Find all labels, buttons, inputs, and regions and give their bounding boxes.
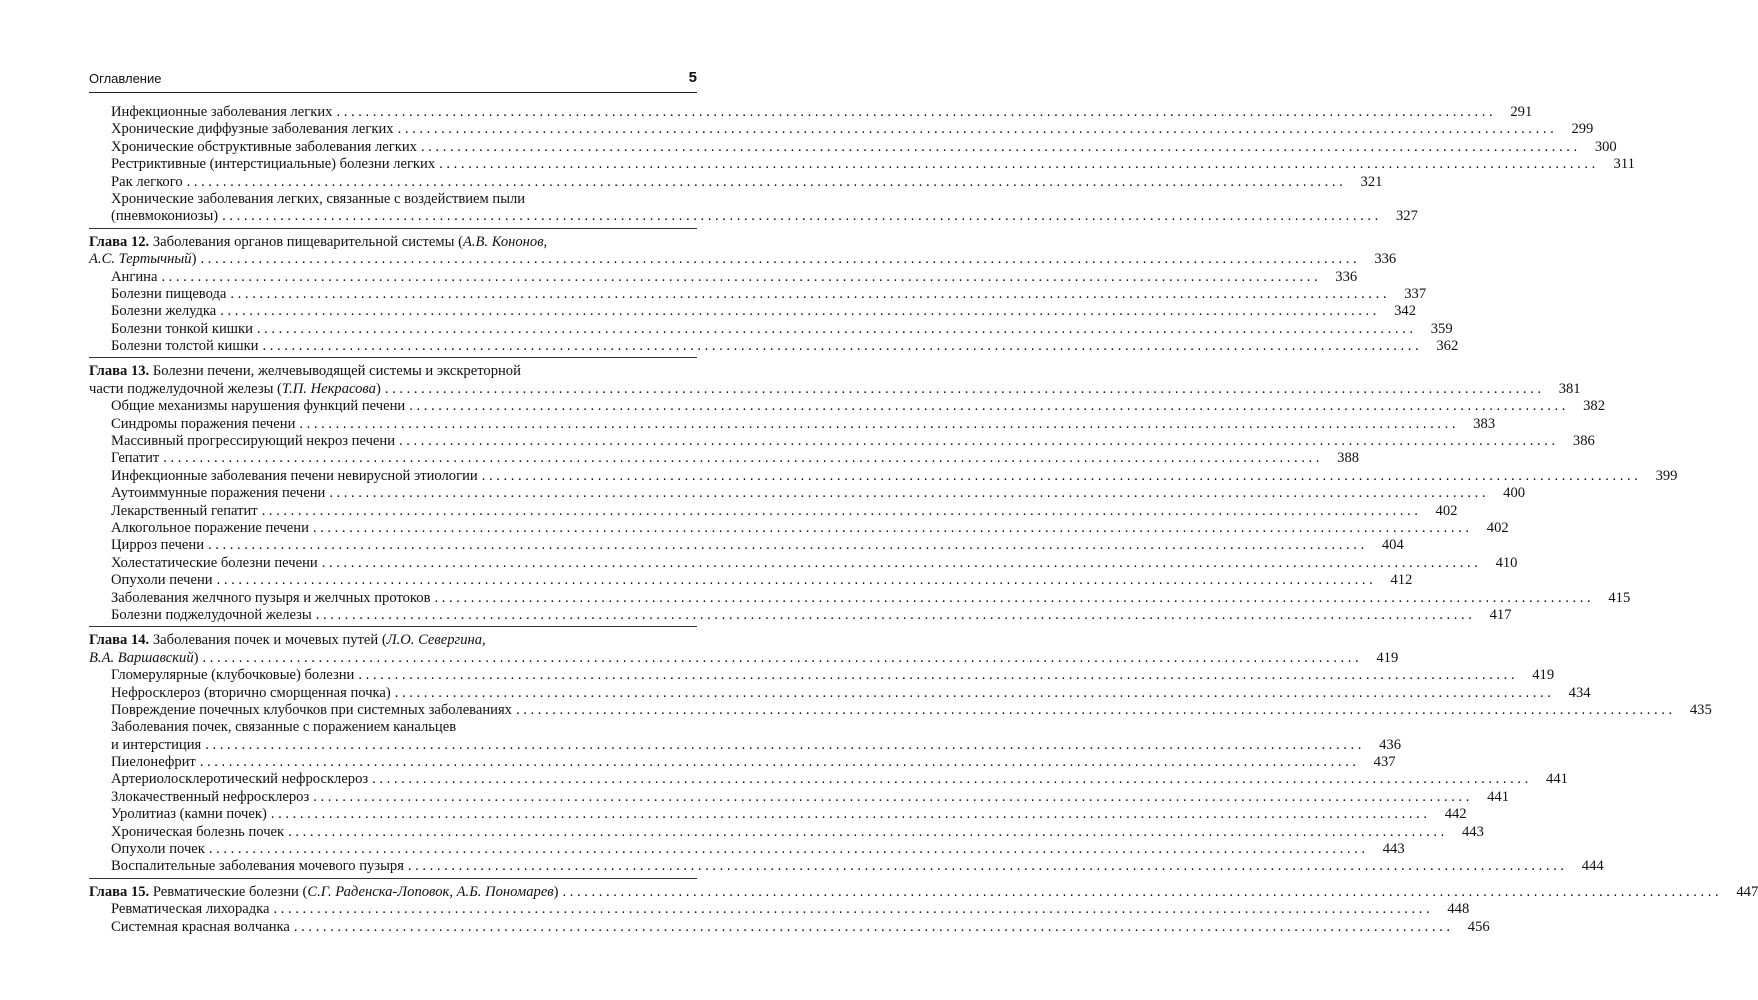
entry-title: Аутоиммунные поражения печени [111, 485, 326, 502]
chapter-authors: А.С. Тертычный [89, 251, 192, 268]
chapter-authors: А.В. Кононов, [462, 233, 548, 250]
toc-entry-text [111, 572, 213, 589]
dot-leader: ................................................................................................................................................................ [434, 589, 1595, 606]
toc-page-number: 437 [1373, 754, 1396, 771]
toc-entry-text [111, 719, 456, 736]
entry-title: Рак легкого [111, 173, 183, 190]
toc-entry-text [111, 191, 525, 208]
entry-title: Инфекционные заболевания легких [111, 104, 333, 120]
toc-entry[interactable] [89, 156, 1635, 173]
toc-page-number: 382 [1583, 398, 1605, 415]
toc-entry-text [111, 174, 183, 191]
toc-entry-text [111, 771, 368, 788]
dot-leader: ................................................................................................................................................................ [199, 754, 1360, 771]
toc-entry[interactable] [89, 806, 1467, 823]
toc-entry-text [111, 607, 312, 624]
toc-entry[interactable] [89, 606, 1512, 624]
page-number: 5 [688, 69, 697, 86]
toc-page-number: 448 [1447, 901, 1470, 918]
entry-title: Гломерулярные (клубочковые) болезни [111, 667, 355, 684]
dot-leader: ................................................................................................................................................................ [293, 918, 1454, 935]
toc-entry-text [89, 884, 559, 901]
toc-page-number: 388 [1337, 450, 1360, 467]
toc-entry-text [89, 632, 486, 649]
dot-leader: ................................................................................................................................................................ [407, 858, 1568, 875]
toc-page-number: 441 [1487, 788, 1509, 805]
toc-entry-text [111, 789, 309, 806]
toc-entry-text [89, 363, 521, 380]
toc-entry[interactable] [89, 138, 1617, 156]
chapter-title: Ревматические болезни ( [149, 883, 308, 900]
toc-page-number: 456 [1467, 918, 1490, 935]
toc-entry-text [111, 919, 290, 936]
entry-title: и интерстиция [111, 736, 202, 753]
toc-entry-text [111, 286, 226, 303]
entry-title: Ревматическая лихорадка [111, 901, 270, 918]
toc-entry-text [111, 537, 204, 554]
toc-entry-text [111, 468, 478, 485]
toc-entry-text [111, 555, 318, 572]
dot-leader: ................................................................................................................................................................ [205, 736, 1365, 753]
toc-entry-text [111, 754, 196, 771]
dot-leader: ................................................................................................................................................................ [562, 883, 1723, 900]
chapter-label: Глава 15. [89, 883, 150, 900]
dot-leader: ................................................................................................................................................................ [358, 667, 1519, 684]
dot-leader: ................................................................................................................................................................ [163, 450, 1324, 467]
toc-entry[interactable] [89, 519, 1509, 537]
toc-entry-text [111, 208, 218, 225]
toc-page-number: 402 [1486, 519, 1509, 536]
toc-entry[interactable] [89, 537, 1404, 554]
toc-entry-text [111, 104, 332, 121]
toc-entry[interactable] [89, 433, 1595, 450]
entry-title: Опухоли печени [111, 572, 213, 589]
toc-page-number: 417 [1489, 606, 1512, 623]
entry-title: Нефросклероз (вторично сморщенная почка) [111, 684, 391, 701]
toc-chapter-heading[interactable] [89, 883, 1758, 901]
entry-title: Заболевания почек, связанные с поражением канальцев [111, 719, 457, 736]
toc-page-number: 412 [1390, 572, 1413, 589]
toc-entry[interactable] [89, 667, 1555, 684]
toc-entry-text [111, 450, 159, 467]
toc-entry-text [111, 398, 405, 415]
toc-chapter-block [89, 233, 1459, 359]
toc-page-number: 404 [1381, 537, 1404, 554]
dot-leader: ................................................................................................................................................................ [220, 303, 1381, 320]
dot-leader: ................................................................................................................................................................ [222, 208, 1382, 225]
entry-title: Болезни желудка [111, 303, 217, 320]
dot-leader: ................................................................................................................................................................ [230, 285, 1391, 302]
chapter-title: Заболевания почек и мочевых путей ( [149, 632, 387, 649]
dot-leader: ................................................................................................................................................................ [312, 519, 1473, 536]
toc-entry[interactable] [89, 450, 1360, 467]
entry-title: Хронические обструктивные заболевания легких [111, 138, 417, 155]
toc-entry-text [111, 702, 512, 719]
toc-chapter-block [89, 632, 1712, 878]
toc-page-number: 299 [1571, 121, 1594, 138]
toc-page-number: 362 [1436, 338, 1459, 355]
entry-title: Хронические заболевания легких, связанные с воздействием пыли [111, 190, 526, 207]
dot-leader: ................................................................................................................................................................ [409, 398, 1569, 415]
toc-page-number: 321 [1360, 173, 1383, 190]
dot-leader: ................................................................................................................................................................ [315, 606, 1476, 623]
toc-page-number: 336 [1335, 268, 1358, 285]
dot-leader: ................................................................................................................................................................ [481, 467, 1642, 484]
entry-title: Алкогольное поражение печени [111, 519, 309, 536]
toc-entry[interactable] [89, 554, 1518, 572]
dot-leader: ................................................................................................................................................................ [200, 251, 1361, 268]
entry-title: Ангина [111, 268, 158, 285]
toc-entry-text [89, 381, 381, 398]
toc-chapter-block [89, 363, 1678, 627]
entry-title: Гепатит [111, 450, 160, 467]
dot-leader: ................................................................................................................................................................ [329, 485, 1490, 502]
running-header [89, 69, 697, 89]
dot-leader: ................................................................................................................................................................ [262, 338, 1423, 355]
toc-entry[interactable] [89, 338, 1459, 355]
toc-entry-text [89, 251, 196, 268]
toc-entry[interactable] [89, 485, 1526, 502]
toc-page-number: 435 [1689, 701, 1712, 718]
toc-entry-text [111, 139, 417, 156]
toc-page-number: 415 [1608, 589, 1631, 606]
entry-title: Лекарственный гепатит [111, 502, 258, 519]
toc-page-number: 311 [1613, 156, 1635, 173]
toc-entry[interactable] [89, 841, 1405, 858]
toc-entry[interactable] [89, 901, 1470, 918]
toc-page-number: 336 [1374, 251, 1397, 268]
toc-entry-text [89, 234, 547, 251]
entry-title: Болезни поджелудочной железы [111, 606, 312, 623]
entry-title: Хронические диффузные заболевания легких [111, 121, 394, 138]
entry-title: Заболевания желчного пузыря и желчных протоков [111, 589, 431, 606]
chapter-label: Глава 14. [89, 632, 150, 649]
toc-entry[interactable] [89, 858, 1604, 875]
toc-page-number: 447 [1736, 883, 1758, 900]
toc-entry[interactable] [89, 918, 1490, 936]
entry-title: Системная красная волчанка [111, 918, 290, 935]
toc-entry-text [111, 901, 270, 918]
chapter-authors: В.А. Варшавский [89, 649, 194, 666]
table-of-contents [89, 104, 1758, 943]
toc-entry-text [111, 416, 295, 433]
toc-chapter-heading[interactable] [89, 632, 697, 649]
entry-title: Болезни толстой кишки [111, 338, 259, 355]
entry-title: Цирроз печени [111, 537, 205, 554]
toc-page-number: 402 [1435, 502, 1458, 519]
toc-page-number: 443 [1382, 841, 1405, 858]
closing-paren: ) [553, 883, 559, 900]
toc-entry[interactable] [89, 208, 1418, 225]
dot-leader: ................................................................................................................................................................ [202, 649, 1363, 666]
toc-entry[interactable] [89, 719, 697, 736]
chapter-label: Глава 13. [89, 363, 150, 380]
toc-entry[interactable] [89, 754, 1396, 771]
toc-page-number: 400 [1503, 485, 1526, 502]
dot-leader: ................................................................................................................................................................ [161, 268, 1322, 285]
toc-entry-text [111, 503, 258, 520]
toc-page-number: 442 [1444, 806, 1467, 823]
chapter-authors: Л.О. Севергина, [386, 632, 486, 649]
entry-title: Пиелонефрит [111, 754, 196, 771]
entry-title: Болезни пищевода [111, 285, 227, 302]
toc-entry[interactable] [89, 173, 1383, 191]
entry-title: Синдромы поражения печени [111, 415, 296, 432]
toc-entry-text [111, 590, 430, 607]
closing-paren: ) [193, 649, 199, 666]
entry-title: Повреждение почечных клубочков при системных заболеваниях [111, 701, 512, 718]
entry-title: Рестриктивные (интерстициальные) болезни легких [111, 156, 436, 173]
entry-title: Злокачественный нефросклероз [111, 788, 310, 805]
closing-paren: ) [191, 251, 197, 268]
dot-leader: ................................................................................................................................................................ [216, 572, 1377, 589]
toc-page-number: 444 [1581, 858, 1604, 875]
dot-leader: ................................................................................................................................................................ [273, 901, 1434, 918]
entry-title: (пневмокониозы) [111, 208, 219, 225]
toc-page-number: 441 [1546, 771, 1568, 788]
dot-leader: ................................................................................................................................................................ [394, 684, 1555, 701]
dot-leader: ................................................................................................................................................................ [397, 121, 1558, 138]
dot-leader: ................................................................................................................................................................ [256, 320, 1417, 337]
toc-chapter-heading[interactable] [89, 234, 697, 251]
toc-entry-text [111, 303, 216, 320]
toc-entry[interactable] [89, 320, 1453, 338]
toc-entry[interactable] [89, 684, 1591, 702]
toc-entry-text [111, 667, 354, 684]
chapter-title: Заболевания органов пищеварительной системы ( [149, 233, 463, 250]
entry-title: части поджелудочной железы ( [89, 380, 282, 397]
toc-entry[interactable] [89, 121, 1594, 138]
toc-entry[interactable] [89, 823, 1484, 841]
toc-page-number: 381 [1558, 380, 1581, 397]
header-rule [89, 92, 697, 93]
toc-page-number: 443 [1461, 823, 1484, 840]
dot-leader: ................................................................................................................................................................ [439, 156, 1599, 173]
toc-entry[interactable] [89, 649, 1399, 667]
dot-leader: ................................................................................................................................................................ [515, 701, 1676, 718]
toc-page-number: 383 [1473, 415, 1496, 432]
dot-leader: ................................................................................................................................................................ [313, 788, 1473, 805]
dot-leader: ................................................................................................................................................................ [384, 380, 1545, 397]
toc-entry-text [111, 841, 205, 858]
entry-title: Артериолосклеротический нефросклероз [111, 771, 369, 788]
entry-title: Воспалительные заболевания мочевого пузыря [111, 858, 404, 875]
entry-title: Холестатические болезни печени [111, 554, 318, 571]
dot-leader: ................................................................................................................................................................ [420, 138, 1581, 155]
toc-chapter-block [89, 883, 1758, 938]
chapter-title: Болезни печени, желчевыводящей системы и экскреторной [149, 363, 521, 380]
entry-title: Хроническая болезнь почек [111, 823, 285, 840]
toc-entry-text [111, 485, 325, 502]
dot-leader: ................................................................................................................................................................ [186, 173, 1347, 190]
toc-page-number: 300 [1594, 138, 1617, 155]
toc-entry[interactable] [89, 736, 1401, 754]
toc-chapter-heading[interactable] [89, 363, 697, 380]
dot-leader: ................................................................................................................................................................ [208, 841, 1369, 858]
chapter-authors: Т.П. Некрасова [281, 380, 376, 397]
toc-page-number: 419 [1376, 649, 1399, 666]
toc-entry[interactable] [89, 398, 1605, 415]
toc-entry-text [111, 269, 157, 286]
toc-entry-text [111, 737, 201, 754]
toc-entry[interactable] [89, 251, 1397, 268]
toc-page-number: 327 [1395, 208, 1418, 225]
toc-entry-text [111, 520, 309, 537]
toc-entry[interactable] [89, 303, 1417, 320]
entry-title: Инфекционные заболевания печени невирусной этиологии [111, 467, 478, 484]
toc-page-number: 342 [1394, 303, 1417, 320]
dot-leader: ................................................................................................................................................................ [372, 771, 1532, 788]
toc-entry[interactable] [89, 380, 1581, 398]
toc-entry-text [111, 121, 394, 138]
dot-leader: ................................................................................................................................................................ [299, 415, 1460, 432]
chapter-label: Глава 12. [89, 233, 150, 250]
toc-entry[interactable] [89, 104, 1533, 121]
dot-leader: ................................................................................................................................................................ [261, 502, 1422, 519]
closing-paren: ) [375, 380, 381, 397]
entry-title: Уролитиаз (камни почек) [111, 806, 267, 823]
dot-leader: ................................................................................................................................................................ [321, 554, 1482, 571]
toc-entry-text [111, 321, 253, 338]
dot-leader: ................................................................................................................................................................ [399, 433, 1559, 450]
toc-entry[interactable] [89, 788, 1509, 806]
toc-entry-text [111, 858, 404, 875]
toc-page-number: 419 [1532, 667, 1555, 684]
dot-leader: ................................................................................................................................................................ [208, 537, 1368, 554]
toc-entry[interactable] [89, 502, 1458, 520]
toc-entry[interactable] [89, 701, 1712, 719]
dot-leader: ................................................................................................................................................................ [336, 104, 1497, 120]
header-title: Оглавление [89, 71, 162, 86]
toc-page-number: 434 [1568, 684, 1591, 701]
dot-leader: ................................................................................................................................................................ [270, 806, 1431, 823]
chapter-authors: С.Г. Раденска-Лоповок, А.Б. Пономарев [307, 883, 554, 900]
toc-page-number: 337 [1404, 285, 1427, 302]
toc-entry[interactable] [89, 415, 1496, 433]
toc-entry[interactable] [89, 467, 1678, 485]
toc-entry-text [89, 650, 199, 667]
toc-entry-text [111, 156, 435, 173]
toc-page-number: 291 [1510, 104, 1533, 120]
entry-title: Общие механизмы нарушения функций печени [111, 398, 406, 415]
entry-title: Болезни тонкой кишки [111, 320, 253, 337]
toc-entry[interactable] [89, 285, 1427, 303]
toc-page-number: 359 [1430, 320, 1453, 337]
toc-page-number: 436 [1379, 736, 1401, 753]
toc-page-number: 386 [1572, 433, 1595, 450]
toc-entry[interactable] [89, 191, 697, 208]
toc-entry-text [111, 338, 258, 355]
toc-page-number: 410 [1495, 554, 1518, 571]
toc-entry[interactable] [89, 589, 1631, 607]
toc-entry[interactable] [89, 572, 1413, 589]
toc-page-number: 399 [1655, 467, 1678, 484]
dot-leader: ................................................................................................................................................................ [288, 823, 1448, 840]
toc-entry[interactable] [89, 268, 1358, 286]
toc-entry-text [111, 433, 395, 450]
entry-title: Опухоли почек [111, 841, 205, 858]
toc-entry-text [111, 685, 391, 702]
toc-entry-text [111, 806, 267, 823]
toc-entry-text [111, 824, 284, 841]
entry-title: Массивный прогрессирующий некроз печени [111, 433, 396, 450]
toc-entry[interactable] [89, 771, 1568, 788]
toc-chapter-block [89, 104, 1635, 229]
